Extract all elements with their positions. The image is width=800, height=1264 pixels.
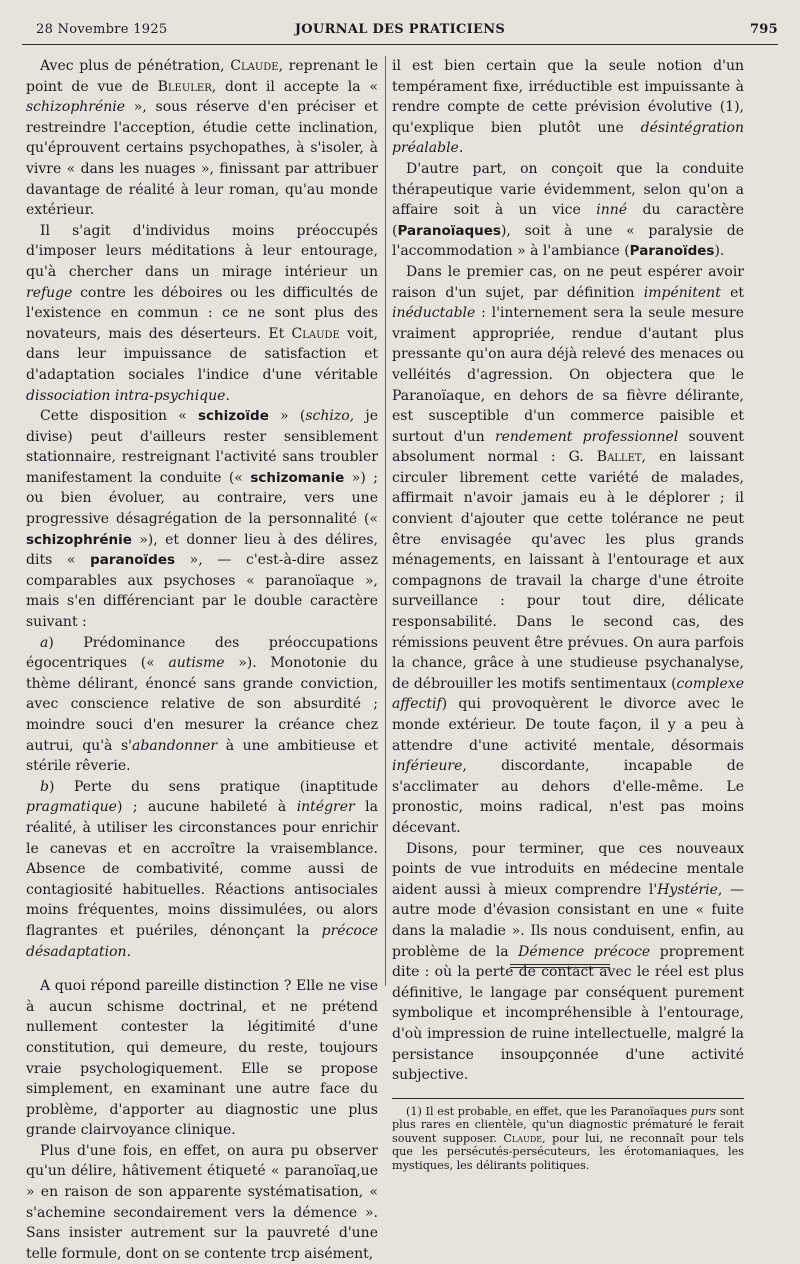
right-paragraph-2: D'autre part, on conçoit que la conduite thérapeutique varie évidemment, selon qu'on a affaire soit à un vice inné du caractère (Paranoïaques), soit à une « paralysie de l'accommodation » à l'ambiance (Paranoïdes).: [392, 160, 744, 260]
left-column: [26, 56, 378, 1264]
left-paragraph-1: Avec plus de pénétration, Claude, reprenant le point de vue de Bleuler, dont il accepte la « schizophrénie », sous réserve d'en préciser et restreindre l'acception, étudie cette inclination, qu'éprouvent certains psychopathes, à s'isoler, à vivre « dans les nuages », finissant par attribuer davantage de réalité à leur roman, qu'au monde extérieur.: [26, 58, 378, 219]
footnote-rule: [392, 1098, 744, 1099]
right-column: [392, 56, 744, 1172]
right-paragraph-4: Disons, pour terminer, que ces nouveaux points de vue introduits en médecine mentale aident aussi à mieux comprendre l'Hystérie, — autre mode d'évasion consistant en une « fuite dans la maladie ». Ils nous conduisent, enfin, au problème de la Démence précoce proprement dite : où la perte de contact avec le réel est plus définitive, le langage par conséquent purement symbolique et incompréhensible à l'entourage, d'où impression de ruine intellectuelle, malgré la persistance insoupçonnée d'une activité subjective.: [392, 840, 744, 1084]
page-header: [22, 18, 778, 46]
left-paragraph-4: a) Prédominance des préoccupations égocentriques (« autisme »). Monotonie du thème délirant, énoncé sans grande conviction, avec conscience relative de son absurdité ; moindre souci d'en mesurer la créance chez autrui, qu'à s'abandonner à une ambitieuse et stérile rêverie.: [26, 634, 378, 775]
column-divider: [385, 56, 386, 986]
left-paragraph-3: Cette disposition « schizoïde » (schizo, je divise) peut d'ailleurs rester sensiblement stationnaire, restreignant l'activité sans troubler manifestament la conduite (« schizomanie ») ; ou bien évoluer, au contraire, vers une progressive désagrégation de la personnalité (« schizophrénie »), et donner lieu à des délires, dits « paranoïdes », — c'est-à-dire assez comparables aux psychoses « paranoïaque », mais s'en différenciant par le double caractère suivant :: [26, 408, 379, 631]
left-paragraph-7: Plus d'une fois, en effet, on aura pu observer qu'un délire, hâtivement étiqueté « paranoïaq,ue » en raison de son apparente systématisation, « s'achemine secondairement vers la démence ». Sans insister autrement sur la pauvreté d'une telle formule, dont on se contente trcp aisément,: [26, 1142, 378, 1262]
left-paragraph-6: A quoi répond pareille distinction ? Elle ne vise à aucun schisme doctrinal, et ne prétend nullement contester la légitimité d'une constitution, qui demeure, du reste, toujours vraie psychologiquement. Elle se propose simplement, en examinant une autre face du problème, d'apporter au diagnostic une plus grande clairvoyance clinique.: [26, 978, 378, 1139]
header-date: 28 Novembre 1925: [36, 22, 168, 37]
header-page-number: 795: [749, 22, 778, 37]
footnote: (1) Il est probable, en effet, que les Paranoïaques purs sont plus rares en clientèle, qu'un diagnostic prématuré le ferait souvent supposer. Claude, pour lui, ne reconnaît pour tels que les persécutés-persécuteurs, les érotomaniaques, les mystiques, les délirants politiques.: [392, 1104, 745, 1172]
right-paragraph-3: Dans le premier cas, on ne peut espérer avoir raison d'un sujet, par définition impénitent et inéductable : l'internement sera la seule mesure vraiment appropriée, rendue d'autant plus pressante qu'on aura déjà relevé des menaces ou velléités d'agression. On objectera que le Paranoïaque, en dehors de sa fièvre délirante, est susceptible d'un commerce paisible et surtout d'un rendement professionnel souvent absolument normal : G. Ballet, en laissant circuler librement cette variété de malades, affirmait n'avoir jamais eu à le déplorer ; il convient d'ajouter que cette tolérance ne peut être envisagée qu'avec les plus grands ménagements, en laissant à l'entourage et aux compagnons de travail la charge d'une étroite surveillance : pour tout dire, délicate responsabilité. Dans le second cas, des rémissions peuvent être prévues. On aura parfois la chance, grâce à une studieuse psychanalyse, de débrouiller les motifs sentimentaux (complexe affectif) qui provoquèrent le divorce avec le monde extérieur. De toute façon, il y a peu à attendre d'une activité mentale, désormais inférieure, discordante, incapable de s'acclimater au dehors d'elle-même. Le pronostic, moins radical, n'est pas moins décevant.: [392, 263, 745, 836]
header-journal-title: JOURNAL DES PRATICIENS: [294, 22, 506, 37]
right-paragraph-1: il est bien certain que la seule notion d'un tempérament fixe, irréductible est impuissante à rendre compte de cette prévision évolutive (1), qu'explique bien plutôt une désintégration préalable.: [392, 58, 744, 157]
left-paragraph-5: b) Perte du sens pratique (inaptitude pragmatique) ; aucune habileté à intégrer la réalité, à utiliser les circonstances pour enrichir le canevas et en accroître la vraisemblance. Absence de combativité, comme aussi de contagiosité habituelles. Réactions antisociales moins fréquentes, moins dissimulées, ou alors flagrantes et puériles, dénonçant la précoce désadaptation.: [26, 778, 378, 960]
end-ornament: [510, 964, 610, 970]
header-rule: [22, 44, 778, 45]
left-paragraph-2: Il s'agit d'individus moins préoccupés d'imposer leurs méditations à leur entourage, qu'à chercher dans un mirage intérieur un refuge contre les déboires ou les difficultés de l'existence en commun : ce ne sont plus des novateurs, mais des déserteurs. Et Claude voit, dans leur impuissance de satisfaction et d'adaptation sociales l'indice d'une véritable dissociation intra-psychique.: [26, 222, 379, 404]
